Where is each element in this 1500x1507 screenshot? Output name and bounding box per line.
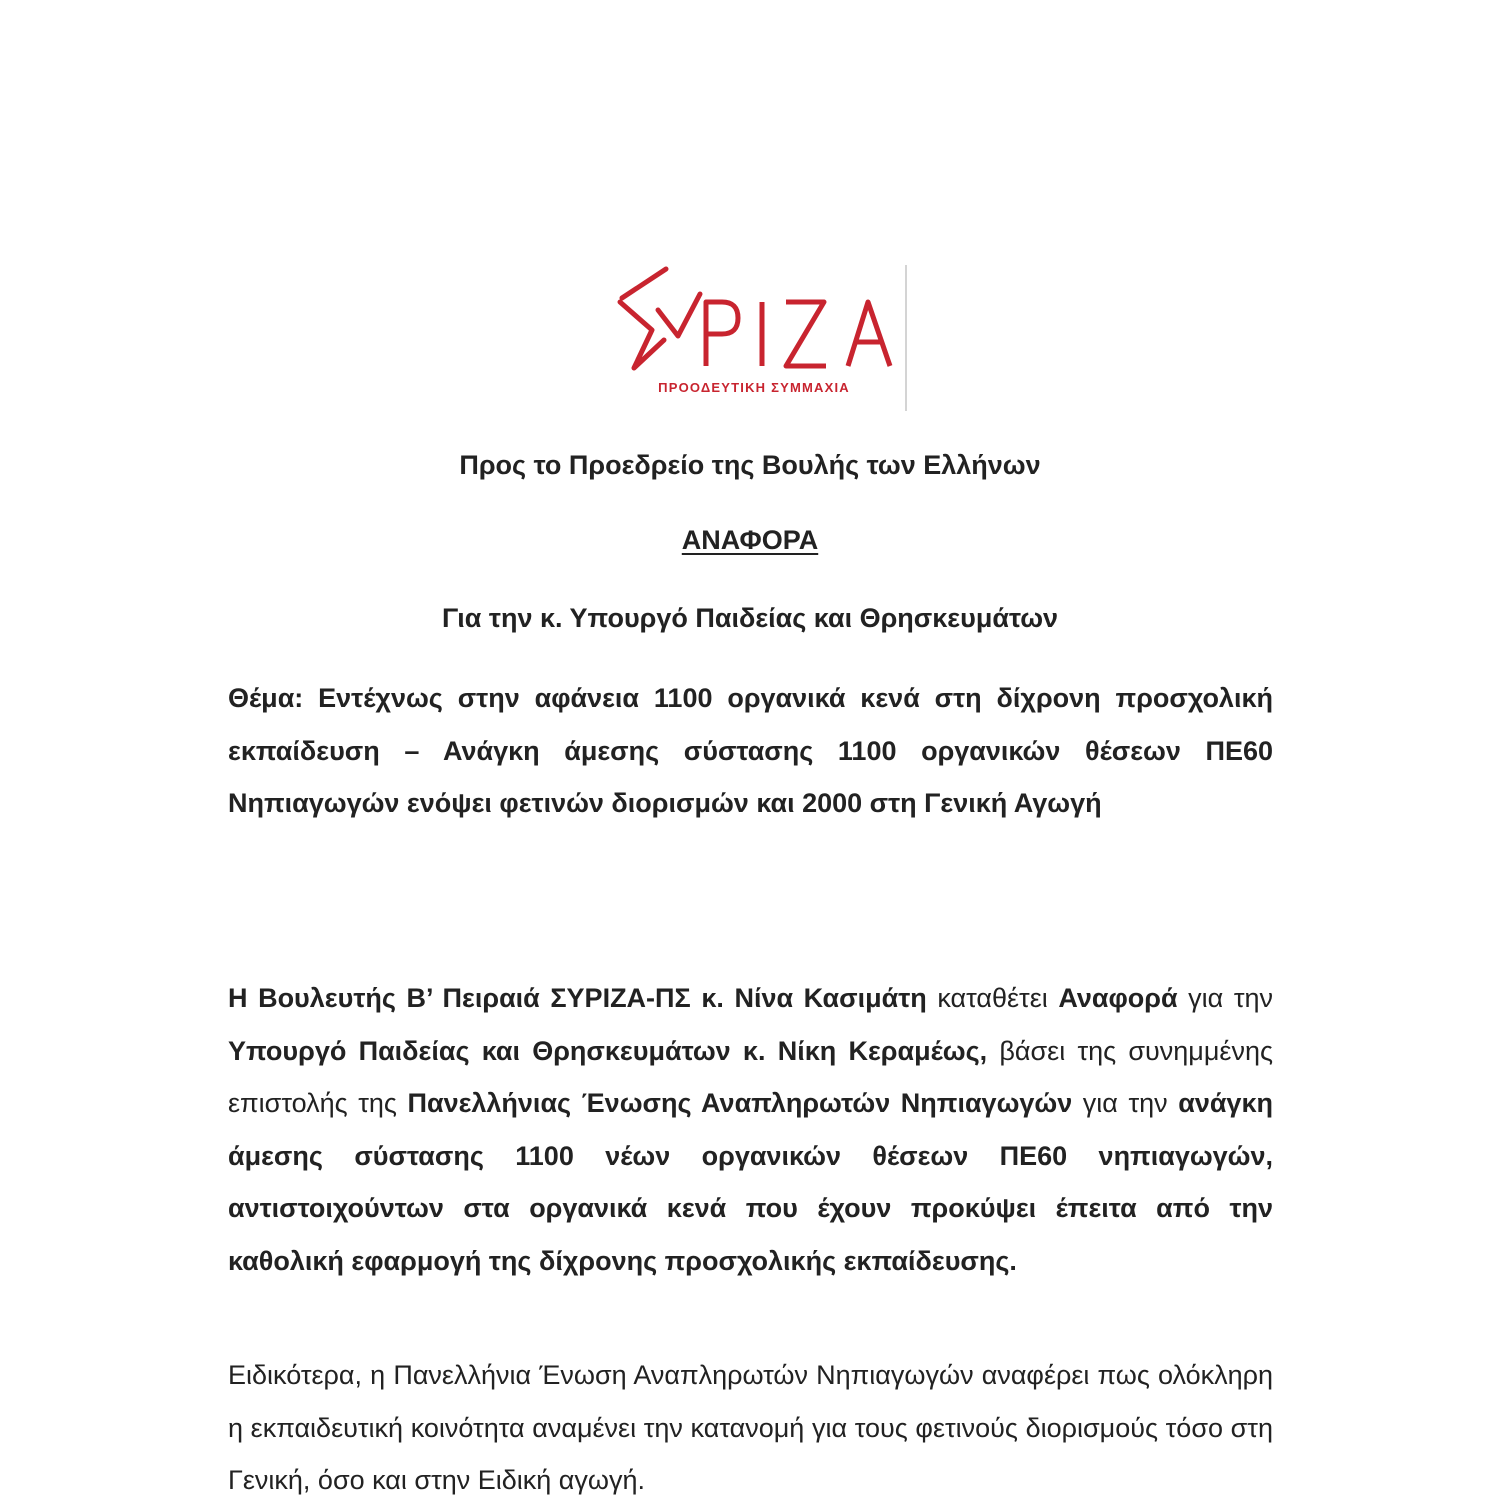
subject-paragraph: Θέμα: Εντέχνως στην αφάνεια 1100 οργανικά κενά στη δίχρονη προσχολική εκπαίδευση – Ανάγκη άμεσης σύστασης 1100 οργανικών θέσεων ΠΕ60 Νηπιαγωγών ενόψει φετινών διορισμών και 2000 στη Γενική Αγωγή (228, 683, 1273, 818)
body-paragraph-2: Ειδικότερα, η Πανελλήνια Ένωση Αναπληρωτών Νηπιαγωγών αναφέρει πως ολόκληρη η εκπαιδευτική κοινότητα αναμένει την κατανομή για τους φετινούς διορισμούς τόσο στη Γενική, όσο και στην Ειδική αγωγή. (228, 1360, 1273, 1495)
party-logo (600, 262, 912, 414)
union-name-text: Πανελλήνιας Ένωσης Αναπληρωτών Νηπιαγωγών (407, 1088, 1073, 1118)
svg-text:ΠΡΟΟΔΕΥΤΙΚΗ ΣΥΜΜΑΧΙΑ: ΠΡΟΟΔΕΥΤΙΚΗ ΣΥΜΜΑΧΙΑ (658, 380, 850, 395)
body-paragraph-1 (228, 972, 1273, 1287)
logo-divider (905, 265, 907, 411)
body-text: καταθέτει (926, 983, 1059, 1013)
syriza-logo-graphic (600, 262, 900, 414)
recipient-heading: Προς το Προεδρείο της Βουλής των Ελλήνων (459, 450, 1041, 480)
minister-name-text: Υπουργό Παιδείας και Θρησκευμάτων κ. Νίκη Κεραμέως, (228, 1035, 988, 1066)
mp-name-text: Η Βουλευτής Β’ Πειραιά ΣΥΡΙΖΑ-ΠΣ κ. Νίνα Κασιμάτη (228, 983, 927, 1013)
demand-text: ανάγκη άμεσης σύστασης 1100 νέων οργανικών θέσεων ΠΕ60 νηπιαγωγών, αντιστοιχούντων στα οργανικά κενά που έχουν προκύψει έπειτα από την καθολική εφαρμογή της δίχρονης προσχολικής εκπαίδευσης. (228, 1088, 1273, 1276)
report-term-text: Αναφορά (1058, 983, 1178, 1013)
body-text: βάσει της συνημμένης επιστολής της (228, 1035, 1273, 1118)
body-text: για την (1072, 1088, 1179, 1118)
addressee-heading: Για την κ. Υπουργό Παιδείας και Θρησκευμάτων (441, 603, 1059, 633)
body-text: για την (1177, 983, 1273, 1013)
document-type-heading: ΑΝΑΦΟΡΑ (681, 525, 819, 555)
